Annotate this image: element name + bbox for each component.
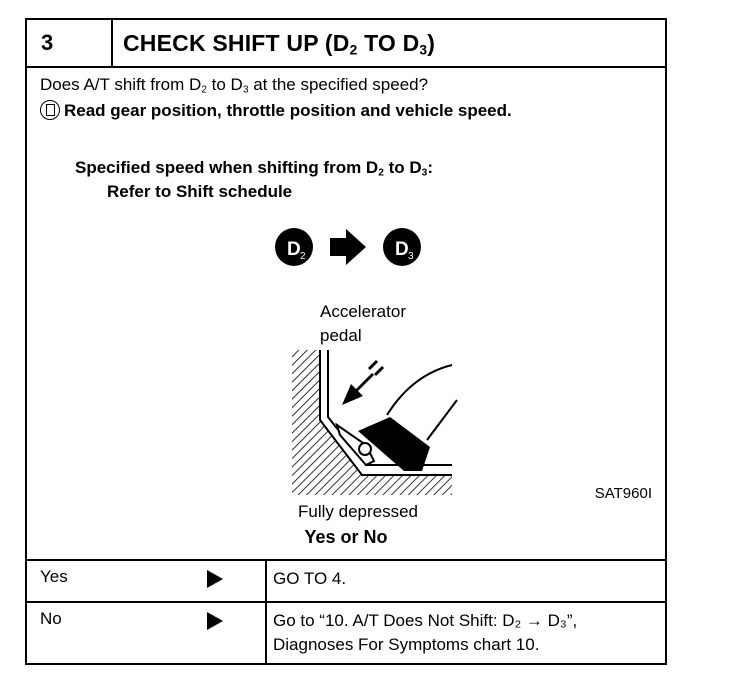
fully-depressed-label: Fully depressed xyxy=(298,502,419,521)
step-number: 3 xyxy=(27,20,113,66)
result-action[interactable]: Go to “10. A/T Does Not Shift: D₂ → D₃”, Diagnoses For Symptoms chart 10. xyxy=(273,611,578,654)
pedal-label-line-2: pedal xyxy=(320,326,362,345)
result-row-no xyxy=(27,601,665,663)
floor-and-firewall xyxy=(292,350,452,495)
pedal-label-line-1: Accelerator xyxy=(320,302,406,321)
result-label: Yes xyxy=(40,567,68,586)
spec-line-2: Refer to Shift schedule xyxy=(107,182,293,201)
yes-or-no-heading: Yes or No xyxy=(304,527,388,547)
svg-text:3: 3 xyxy=(408,251,414,262)
step-header xyxy=(27,20,665,68)
accelerator-pedal-illustration xyxy=(262,225,472,525)
spec-line-1: Specified speed when shifting from $D_2$ to $D_3$: xyxy=(75,158,433,179)
play-arrow-icon xyxy=(207,612,223,630)
figure-code: SAT960I xyxy=(594,485,652,502)
press-direction-arrow-icon xyxy=(342,361,383,405)
svg-text:D: D xyxy=(395,239,409,260)
pedal-and-foot xyxy=(337,365,457,471)
svg-text:D: D xyxy=(287,239,301,260)
instruction-note: Read gear position, throttle position and vehicle speed. xyxy=(40,98,600,123)
question-text: Does A/T shift from $D_2$ to $D_3$ at the specified speed? xyxy=(40,75,429,96)
result-action[interactable]: GO TO 4. xyxy=(273,569,347,588)
inspection-step-box xyxy=(25,18,667,665)
play-arrow-icon xyxy=(207,570,223,588)
gear-d3-badge xyxy=(383,228,421,266)
step-title: CHECK SHIFT UP ($D_2$ TO $D_3$) xyxy=(123,30,436,58)
gear-d2-badge xyxy=(275,228,313,266)
result-label: No xyxy=(40,609,62,628)
svg-text:2: 2 xyxy=(300,251,306,262)
shift-arrow-icon xyxy=(330,229,366,265)
result-row-yes xyxy=(27,559,665,601)
consult-monitor-icon xyxy=(40,100,60,120)
